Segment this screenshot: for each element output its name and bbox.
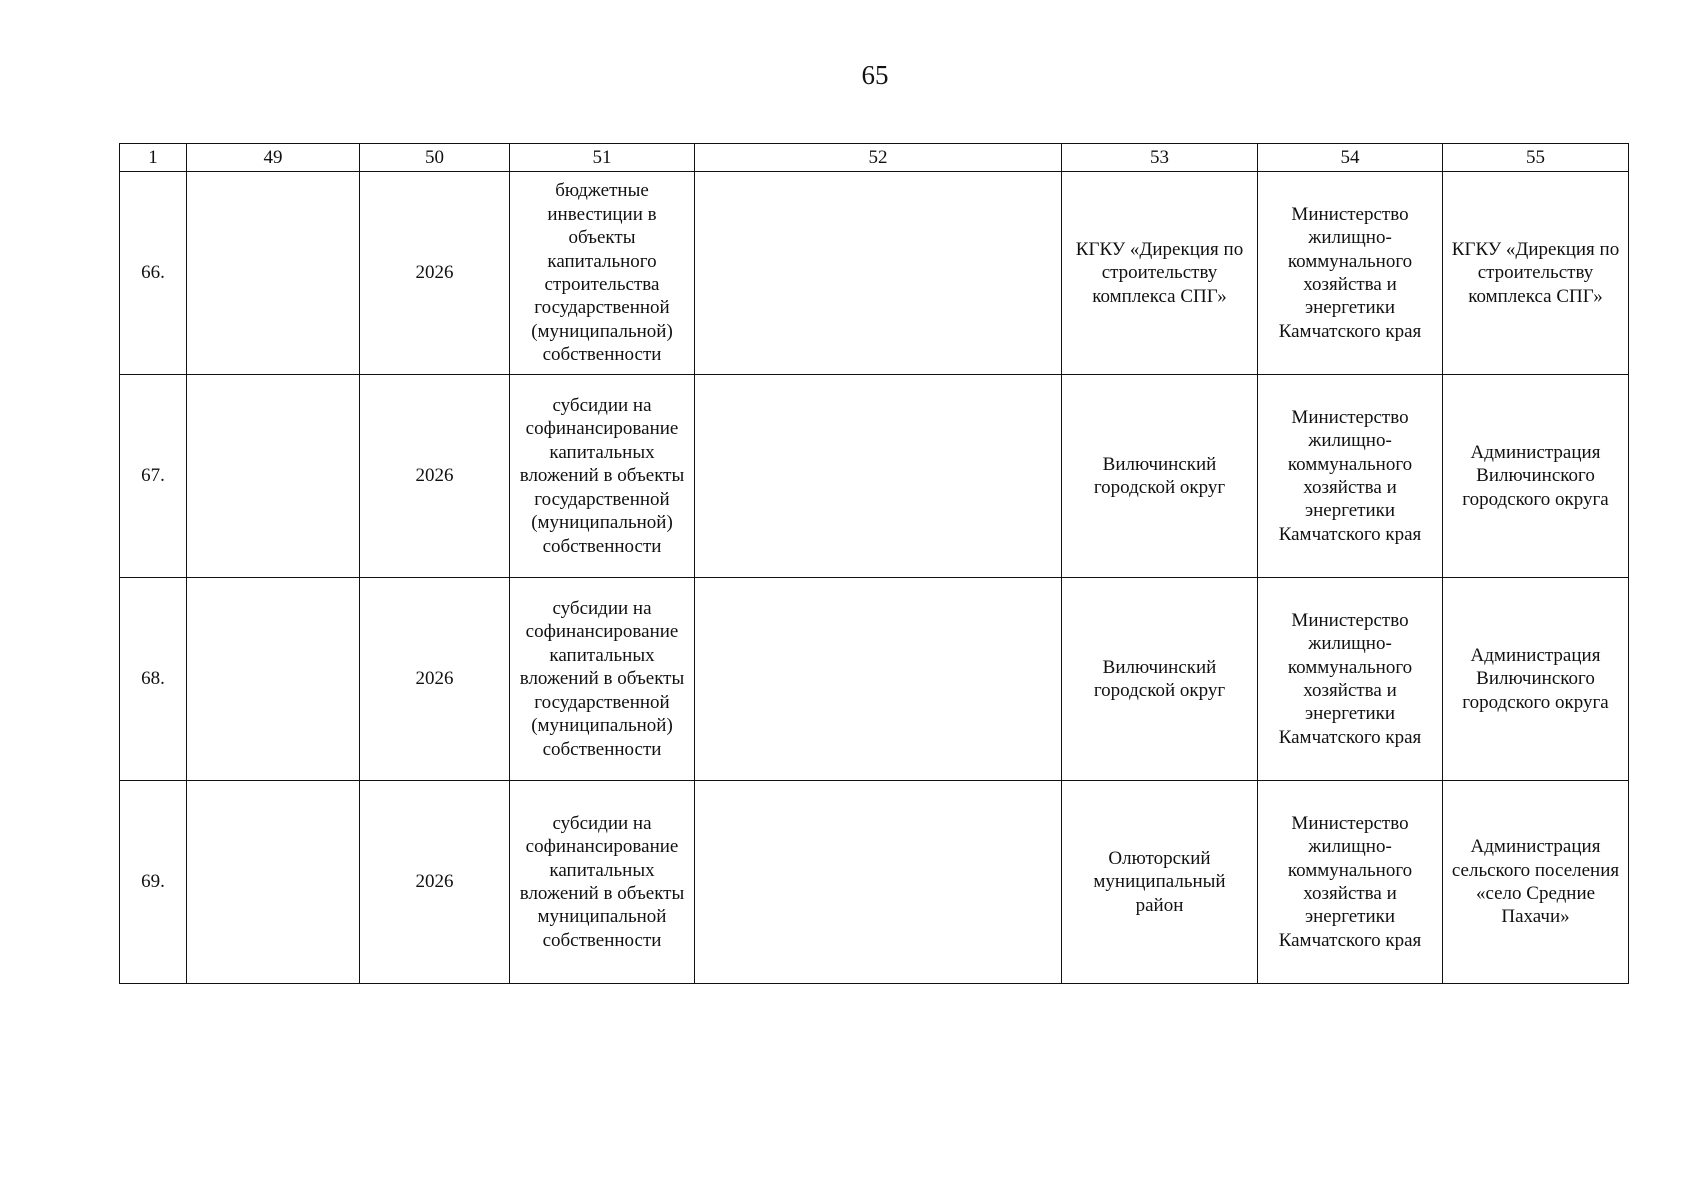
col-header-55: 55: [1443, 144, 1629, 172]
funding-type-cell: субсидии на софинансирование капитальных вложений в объекты государственной (муниципальной) собственности: [510, 375, 695, 578]
col-header-51: 51: [510, 144, 695, 172]
col-header-50: 50: [360, 144, 510, 172]
row-number-cell: 67.: [120, 375, 187, 578]
year-cell: 2026: [360, 578, 510, 781]
col-52-cell: [695, 375, 1062, 578]
table-row: [120, 375, 1629, 578]
year-cell: 2026: [360, 172, 510, 375]
table-row: [120, 172, 1629, 375]
col-49-cell: [187, 578, 360, 781]
row-number-cell: 66.: [120, 172, 187, 375]
customer-cell: КГКУ «Дирекция по строительству комплекса СПГ»: [1443, 172, 1629, 375]
col-49-cell: [187, 375, 360, 578]
col-header-1: 1: [120, 144, 187, 172]
year-cell: 2026: [360, 781, 510, 984]
data-table: [119, 143, 1629, 984]
ministry-cell: Министерство жилищно- коммунального хозяйства и энергетики Камчатского края: [1258, 781, 1443, 984]
row-number-cell: 69.: [120, 781, 187, 984]
row-number-cell: 68.: [120, 578, 187, 781]
ministry-cell: Министерство жилищно- коммунального хозяйства и энергетики Камчатского края: [1258, 172, 1443, 375]
recipient-cell: КГКУ «Дирекция по строительству комплекса СПГ»: [1062, 172, 1258, 375]
table-row: [120, 781, 1629, 984]
col-header-52: 52: [695, 144, 1062, 172]
funding-type-cell: субсидии на софинансирование капитальных вложений в объекты муниципальной собственности: [510, 781, 695, 984]
col-header-53: 53: [1062, 144, 1258, 172]
table-row: [120, 578, 1629, 781]
col-52-cell: [695, 578, 1062, 781]
recipient-cell: Вилючинский городской округ: [1062, 375, 1258, 578]
year-cell: 2026: [360, 375, 510, 578]
recipient-cell: Вилючинский городской округ: [1062, 578, 1258, 781]
col-52-cell: [695, 172, 1062, 375]
col-header-49: 49: [187, 144, 360, 172]
table-header-row: [120, 144, 1629, 172]
col-49-cell: [187, 781, 360, 984]
ministry-cell: Министерство жилищно- коммунального хозяйства и энергетики Камчатского края: [1258, 578, 1443, 781]
ministry-cell: Министерство жилищно- коммунального хозяйства и энергетики Камчатского края: [1258, 375, 1443, 578]
customer-cell: Администрация Вилючинского городского округа: [1443, 578, 1629, 781]
customer-cell: Администрация сельского поселения «село Средние Пахачи»: [1443, 781, 1629, 984]
funding-type-cell: субсидии на софинансирование капитальных вложений в объекты государственной (муниципальной) собственности: [510, 578, 695, 781]
recipient-cell: Олюторский муниципальный район: [1062, 781, 1258, 984]
page-number: 65: [861, 60, 889, 90]
funding-type-cell: бюджетные инвестиции в объекты капитального строительства государственной (муниципальной) собственности: [510, 172, 695, 375]
col-52-cell: [695, 781, 1062, 984]
col-header-54: 54: [1258, 144, 1443, 172]
customer-cell: Администрация Вилючинского городского округа: [1443, 375, 1629, 578]
col-49-cell: [187, 172, 360, 375]
